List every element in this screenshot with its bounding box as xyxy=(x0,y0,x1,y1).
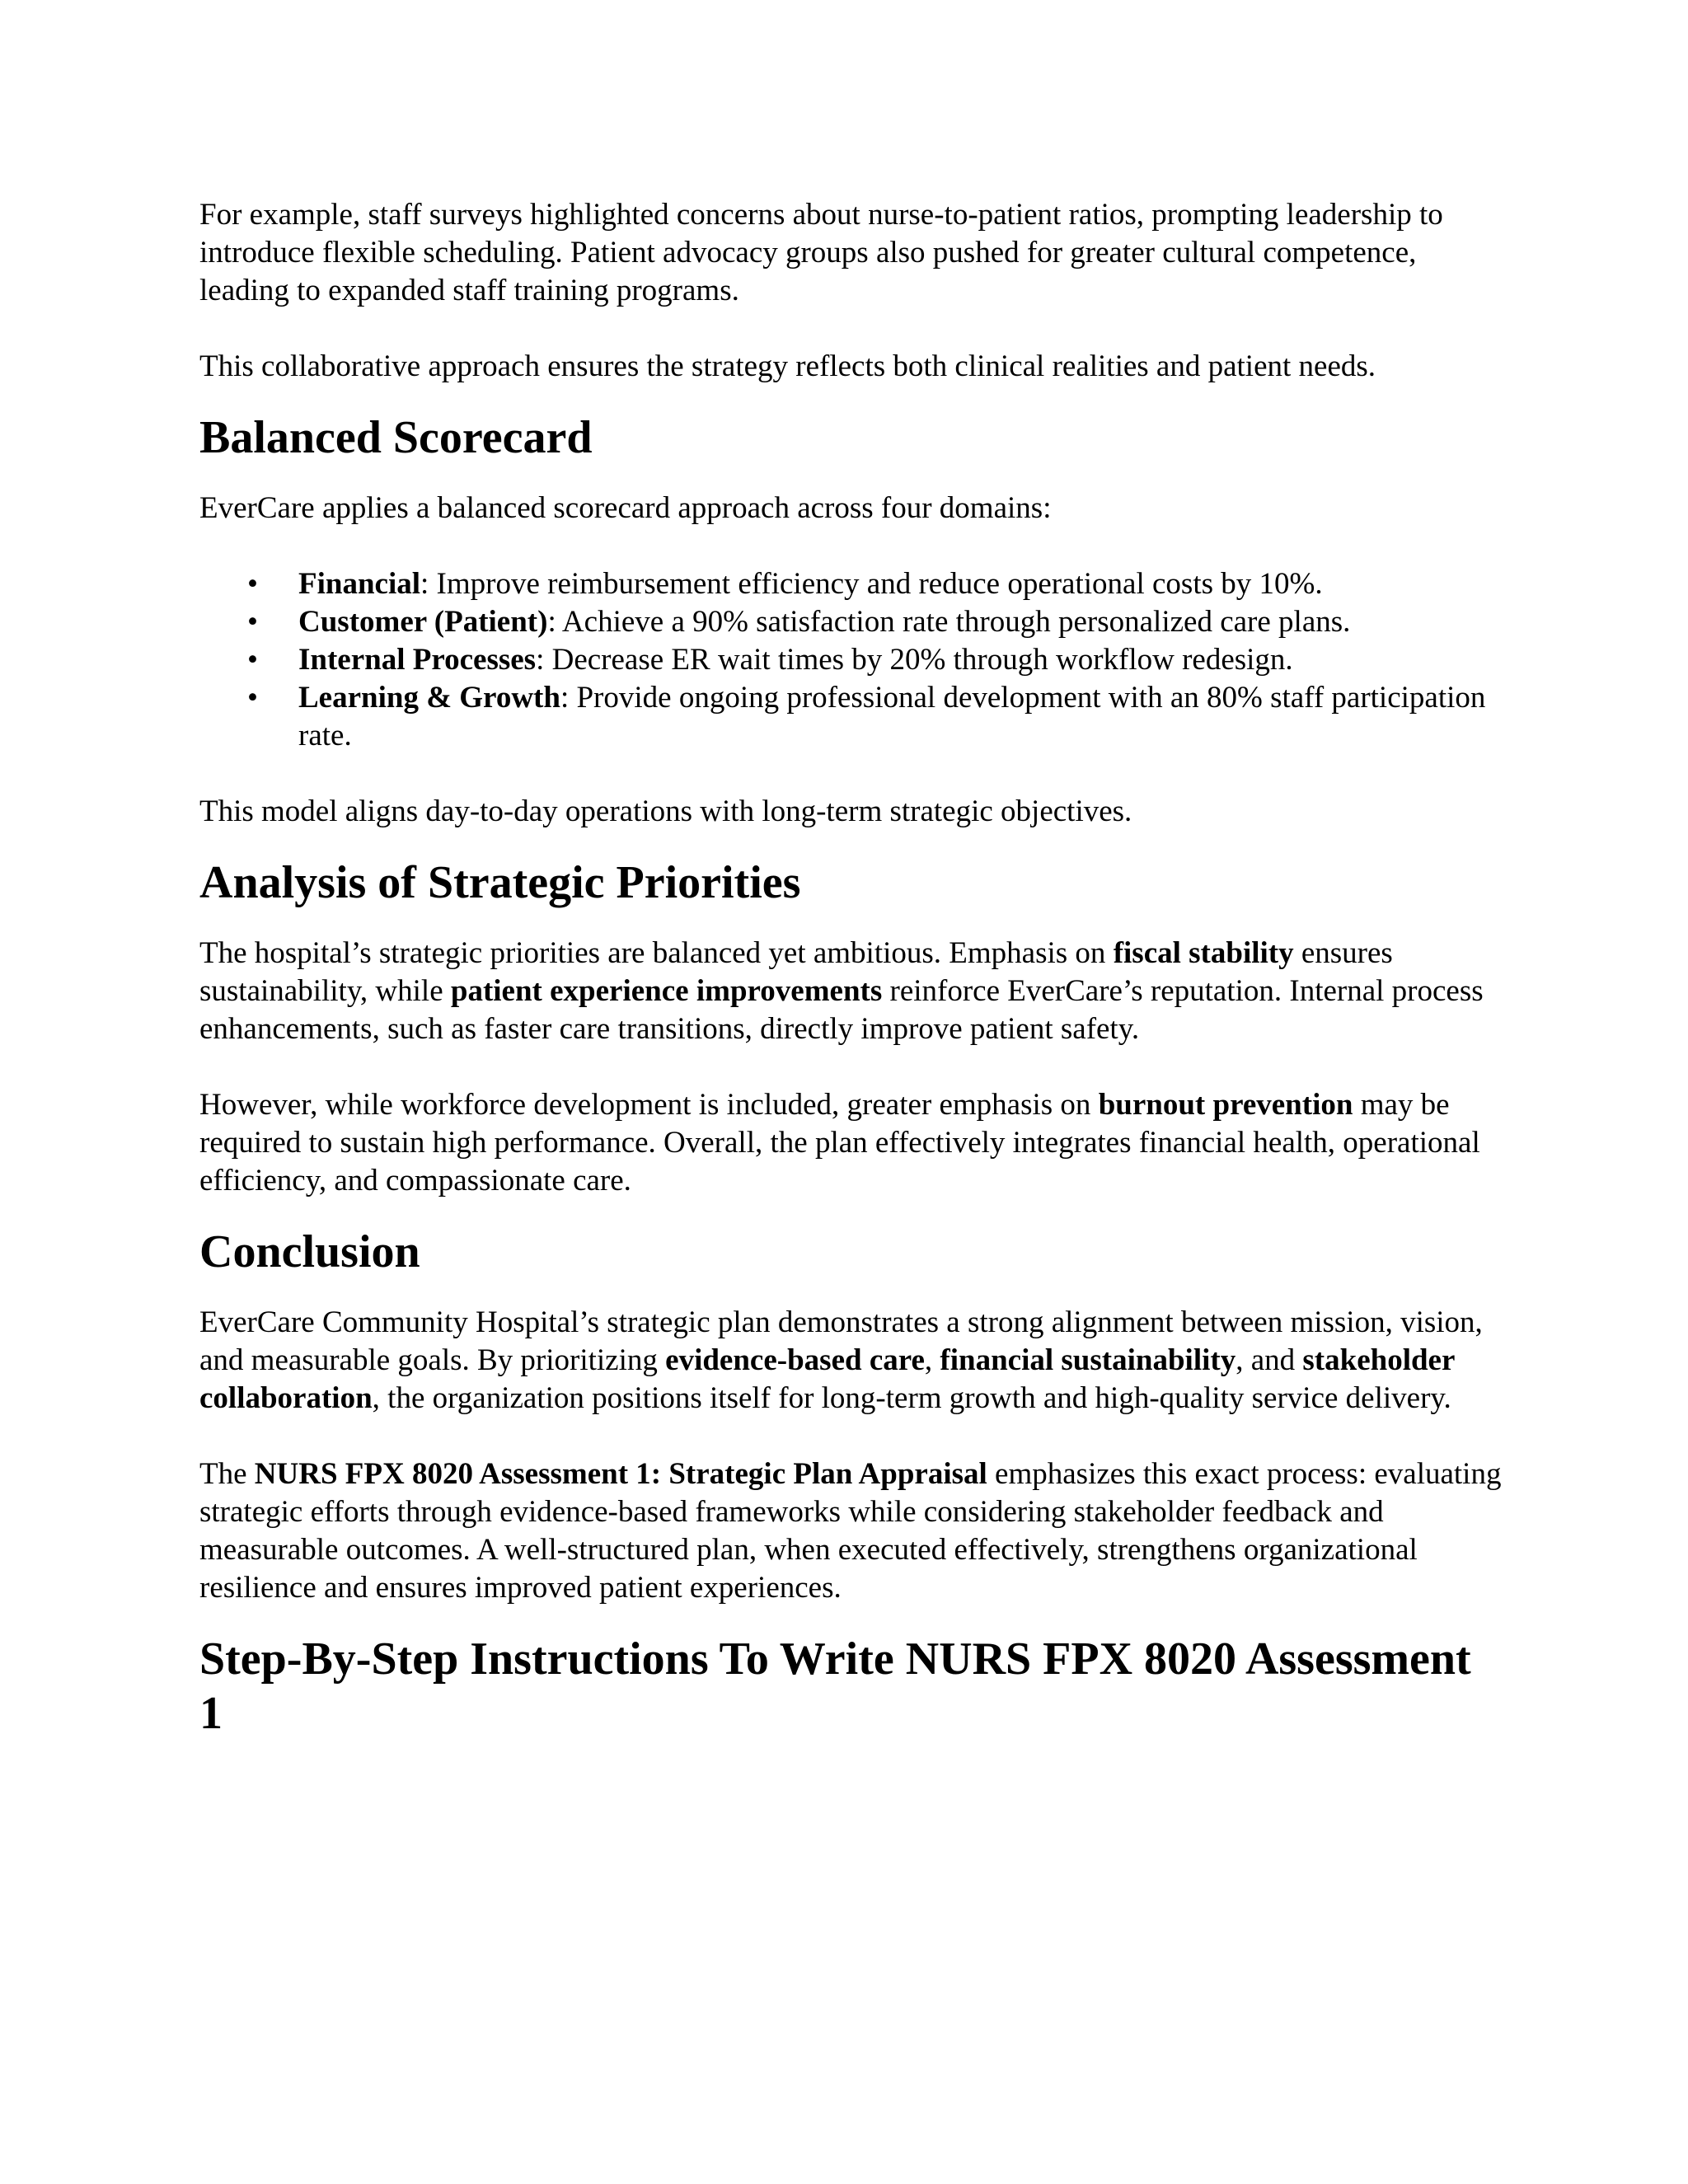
text-run: The xyxy=(199,1457,255,1491)
list-item-term: Financial xyxy=(298,567,421,601)
text-run: , xyxy=(924,1343,940,1377)
text-run: , and xyxy=(1236,1343,1303,1377)
text-run: ensures sustainability, while xyxy=(199,936,1393,1008)
list-item xyxy=(298,603,1502,641)
list-item xyxy=(298,565,1502,603)
heading-balanced-scorecard: Balanced Scorecard xyxy=(199,412,593,463)
text-run: The hospital’s strategic priorities are balanced yet ambitious. Emphasis on xyxy=(199,936,1114,970)
list-item-text: : Provide ongoing professional development with an 80% staff participation rate. xyxy=(298,681,1486,752)
text-run: EverCare Community Hospital’s strategic plan demonstrates a strong alignment between mission, vision, and measurable goals. By prioritizing xyxy=(199,1305,1483,1377)
bold-run: financial sustainability xyxy=(940,1343,1236,1377)
text-run: emphasizes this exact process: evaluating strategic efforts through evidence-based frameworks while considering stakeholder feedback and measurable outcomes. A well-structured plan, when executed effectively, strengthens organizational resilience and ensures improved patient experiences. xyxy=(199,1457,1502,1605)
bold-run: burnout prevention xyxy=(1098,1088,1353,1122)
list-item-text: : Achieve a 90% satisfaction rate through personalized care plans. xyxy=(547,605,1351,639)
heading-analysis: Analysis of Strategic Priorities xyxy=(199,857,801,908)
scorecard-intro: EverCare applies a balanced scorecard approach across four domains: xyxy=(199,491,1052,525)
analysis-paragraph-2 xyxy=(199,1086,1502,1200)
bold-run: stakeholder collaboration xyxy=(199,1343,1455,1415)
text-run: may be required to sustain high performance. Overall, the plan effectively integrates financial health, operational efficiency, and compassionate care. xyxy=(199,1088,1480,1197)
conclusion-paragraph-1 xyxy=(199,1304,1502,1418)
heading-step-by-step: Step-By-Step Instructions To Write NURS FPX 8020 Assessment 1 xyxy=(199,1633,1471,1739)
bold-run: fiscal stability xyxy=(1113,936,1294,970)
intro-paragraph-1: For example, staff surveys highlighted concerns about nurse-to-patient ratios, prompting leadership to introduce flexible scheduling. Patient advocacy groups also pushed for greater cultural competence, leading to expanded staff training programs. xyxy=(199,198,1443,307)
analysis-paragraph-1 xyxy=(199,935,1502,1048)
list-item xyxy=(298,641,1502,679)
bold-run: evidence-based care xyxy=(665,1343,925,1377)
list-item xyxy=(298,679,1502,755)
list-item-term: Learning & Growth xyxy=(298,681,560,715)
scorecard-outro: This model aligns day-to-day operations with long-term strategic objectives. xyxy=(199,794,1132,828)
list-item-term: Customer (Patient) xyxy=(298,605,548,639)
text-run: reinforce EverCare’s reputation. Internal process enhancements, such as faster care transitions, directly improve patient safety. xyxy=(199,974,1484,1046)
bold-run: NURS FPX 8020 Assessment 1: Strategic Plan Appraisal xyxy=(254,1457,987,1491)
list-item-term: Internal Processes xyxy=(298,643,537,677)
text-run: However, while workforce development is included, greater emphasis on xyxy=(199,1088,1099,1122)
text-run: , the organization positions itself for long-term growth and high-quality service delivery. xyxy=(372,1381,1451,1415)
bold-run: patient experience improvements xyxy=(450,974,883,1008)
conclusion-paragraph-2 xyxy=(199,1455,1502,1607)
document-page xyxy=(199,196,1502,1741)
list-item-text: : Decrease ER wait times by 20% through workflow redesign. xyxy=(536,643,1293,677)
intro-paragraph-2: This collaborative approach ensures the strategy reflects both clinical realities and patient needs. xyxy=(199,349,1376,383)
list-item-text: : Improve reimbursement efficiency and reduce operational costs by 10%. xyxy=(420,567,1323,601)
heading-conclusion: Conclusion xyxy=(199,1226,420,1277)
scorecard-list xyxy=(199,565,1502,755)
